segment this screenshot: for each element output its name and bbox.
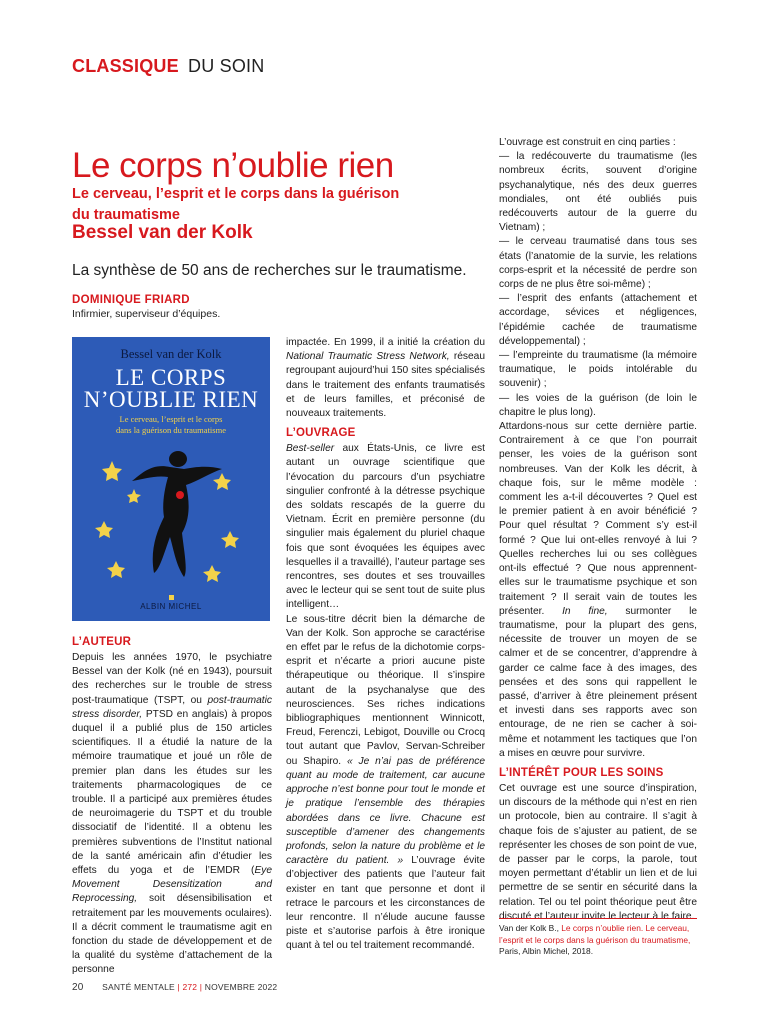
list-item: — les voies de la guérison (de loin le chapitre le plus long). (499, 392, 697, 418)
cover-publisher (72, 595, 270, 611)
article-subtitle: Le cerveau, l’esprit et le corps dans la guérison du traumatisme (72, 186, 400, 223)
list-item: — l’empreinte du traumatisme (la mémoire traumatique, le poids intolérable du souvenir) ; (499, 350, 697, 390)
column-2 (286, 336, 485, 954)
reviewer-role: Infirmier, superviseur d’équipes. (72, 308, 221, 320)
paragraph-ouvrage-2: Le sous-titre décrit bien la démarche de Van der Kolk. Son approche se caractérise en effet par le refus de la dichotomie corps-esprit et n’écarte a priori aucune piste thérapeutique ou théorique. Il s’inspire autant de la psychanalyse que des neurosciences. Ses riches indications bibliographiques mentionnent Winnicott, Freud, Ferenczi, Lebigot, Douville ou Crocq tout autant que Pavlov, Servan-Schreiber ou Shapiro. « Je n’ai pas de préférence quant au mode de traitement, car aucune approche n’est bonne pour tout le monde et je pratique l’ensemble des thérapies abordées dans ce livre. Chacune est susceptible d’amener des changements profonds, selon la nature du problème et le caractère du patient. » L’ouvrage évite d’objectiver des patients que l’auteur fait exister en tant que personne et dont il retrace le parcours et les circonstances de leur rencontre. Il n’élude aucune fausse piste et s’autorise parfois à être ironique quant à tel ou tel traitement recommandé. (286, 613, 485, 952)
issue-number: 272 (182, 982, 198, 992)
list-item: — l’esprit des enfants (attachement et accordage, sévices et négligences, l’épidémie cachée de traumatisme développemental) ; (499, 293, 697, 347)
column-3 (499, 136, 697, 924)
cover-figure-illustration (72, 433, 270, 593)
reference-title: Le corps n’oublie rien. Le cerveau, l’esprit et le corps dans la guérison du traumatisme, (499, 923, 691, 945)
cover-dancing-figure (132, 451, 222, 577)
reviewer-name: DOMINIQUE FRIARD (72, 294, 190, 306)
heading-auteur: L’AUTEUR (72, 636, 132, 648)
rubric-du-soin: DU SOIN (188, 56, 265, 76)
page-footer (72, 982, 277, 993)
parts-intro: L’ouvrage est construit en cinq parties : (499, 137, 676, 148)
cover-title (72, 367, 270, 411)
article-lede: La synthèse de 50 ans de recherches sur le traumatisme. (72, 262, 467, 279)
cover-subtitle-line2: dans la guérison du traumatisme (115, 425, 226, 435)
page-number: 20 (72, 982, 84, 993)
heading-ouvrage: L’OUVRAGE (286, 427, 356, 440)
reference-author: Van der Kolk B., (499, 923, 562, 933)
paragraph-interet: Cet ouvrage est une source d’inspiration, un discours de la méthode qui n’est en rien un protocole, bien au contraire. Il s’agit à chaque fois de s’ajuster au patient, de se représenter les choses de son point de vue, de passer par le corps, la parole, tout moyen permettant d’établir un lien et de lui permettre de se sentir en sécurité dans la relation. Tel ou tel point théorique peut être discuté et l’auteur invite le lecteur à le faire. (499, 782, 697, 922)
publisher-logo-icon (169, 595, 174, 600)
journal-name: SANTÉ MENTALE (102, 982, 175, 992)
cover-title-line1: LE CORPS (115, 365, 227, 390)
book-cover (72, 337, 270, 621)
list-item: — la redécouverte du traumatisme (les nombreux écrits, souvent d’origine psychanalytique, nés des deux guerres mondiales, ont été oubliés puis redécouverts autour de la guerre du Vietnam) ; (499, 151, 697, 234)
section-rubric (72, 56, 264, 77)
list-item: — le cerveau traumatisé dans tous ses états (l’anatomie de la survie, les relations corps-esprit et la nécessité de perdre son corps de ne plus être soi-même) ; (499, 236, 697, 291)
column-1 (72, 630, 272, 978)
cover-publisher-name: ALBIN MICHEL (140, 602, 202, 611)
paragraph-auteur-continued: impactée. En 1999, il a initié la création du National Traumatic Stress Network, réseau regroupant aujourd’hui 150 sites spécialisés dans le traitement des enfants traumatisés et de leurs familles, et préconisé de nouveaux traitements. (286, 337, 485, 420)
issue-date: NOVEMBRE 2022 (204, 982, 278, 992)
footer-separator: | (197, 982, 205, 992)
cover-author: Bessel van der Kolk (120, 347, 222, 361)
book-reference (499, 918, 697, 958)
paragraph-ouvrage-1: Best-seller aux États-Unis, ce livre est autant un ouvrage scientifique que l’évocation du parcours d’un psychiatre singulier confronté à la détresse psychique des soldats rescapés de la guerre du Vietnam. Écrit en première personne (du singulier mais également du pluriel chaque fois que sont évoquées les équipes avec lesquelles il a travaillé), l’auteur partage ses rencontres, ses doutes et ses trouvailles avec le lecteur qui se sent tout de suite plus intelligent… (286, 443, 485, 611)
paragraph-guerison: Attardons-nous sur cette dernière partie. Contrairement à ce que l’on pourrait penser, les voies de la guérison sont nombreuses. Van der Kolk les décrit, à chaque fois, sur le même modèle : comment les a-t-il découvertes ? Quel est le premier patient à en avoir bénéficié ? Pour quel résultat ? Comment s’y est-il formé ? Que lui ont-elles renvoyé à lui ? Quelles recherches lui ou ses collègues ont-ils effectué ? Que nous apprennent-elles sur le traumatisme psychique et son traitement ? Il serait vain de toutes les présenter. In fine, surmonter le traumatisme, pour la plupart des gens, nécessite de trouver un moyen de se calmer et de se concentrer, d’apprendre à garder ce calme face à des images, des pensées et des sons qui rappellent le passé, d’arriver à être pleinement présent et investi dans ses rapports avec son entourage, de ne rien se cacher à soi-même et notamment les tactiques que l’on a mises en œuvre pour survivre. (499, 421, 697, 759)
book-author: Bessel van der Kolk (72, 222, 253, 243)
footer-separator: | (174, 982, 183, 992)
cover-title-line2: N’OUBLIE RIEN (83, 387, 259, 412)
paragraph-auteur: Depuis les années 1970, le psychiatre Bessel van der Kolk (né en 1943), poursuit des recherches sur le trouble de stress post-traumatique (TSPT, ou post-traumatic stress disorder, PTSD en anglais) à propos duquel il a publié plus de 150 articles scientifiques. Il a étudié la nature de la mémoire traumatique et joué un rôle de premier plan dans les études sur les traitements pharmacologiques de ce trouble. Il a participé aux premières études de neuroimagerie du TSPT et du trouble dissociatif de l’identité. Il a obtenu les premières subventions de l’Institut national de la santé américain afin d’étudier les effets du yoga et de l’EMDR (Eye Movement Desensitization and Reprocessing, soit désensibilisation et retraitement par les mouvements oculaires). Il a décrit comment le traumatisme agit en fonction du stade de développement et de la qualité du système d’attachement de la personne (72, 652, 272, 976)
rubric-classique: CLASSIQUE (72, 56, 179, 76)
cover-subtitle-line1: Le cerveau, l’esprit et le corps (119, 414, 223, 424)
cover-red-heart (176, 491, 184, 499)
reference-publisher: Paris, Albin Michel, 2018. (499, 946, 594, 956)
article-title: Le corps n’oublie rien (72, 146, 394, 185)
heading-interet-soins: L’INTÉRÊT POUR LES SOINS (499, 766, 664, 779)
